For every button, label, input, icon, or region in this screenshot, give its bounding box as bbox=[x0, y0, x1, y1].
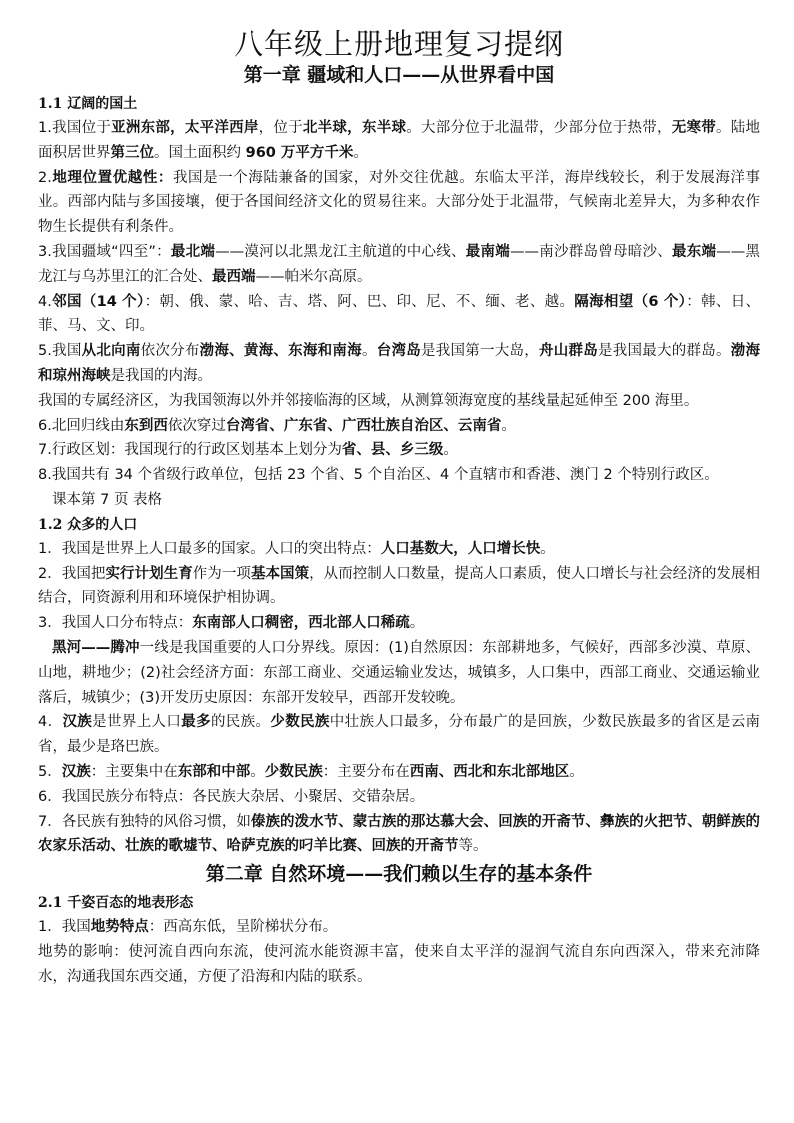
paragraph: 3．我国人口分布特点：东南部人口稠密，西北部人口稀疏。 bbox=[38, 615, 425, 632]
section-1-1-heading: 1.1 辽阔的国土 bbox=[38, 96, 138, 112]
paragraph: 我国的专属经济区，为我国领海以外并邻接临海的区域，从测算领海宽度的基线量起延伸至 200 海里。 bbox=[38, 392, 699, 409]
textbook-reference: 课本第 7 页 表格 bbox=[52, 491, 163, 508]
section-2-1-heading: 2.1 千姿百态的地表形态 bbox=[38, 895, 194, 912]
paragraph: 5.我国从北向南依次分布渤海、黄海、东海和南海。台湾岛是我国第一大岛，舟山群岛是我国最大的群岛。渤海和琼州海峡是我国的内海。 bbox=[38, 343, 761, 384]
paragraph: 4.邻国（14 个）：朝、俄、蒙、哈、吉、塔、阿、巴、印、尼、不、缅、老、越。隔海相望（6 个）：韩、日、菲、马、文、印。 bbox=[38, 293, 761, 335]
document-page bbox=[38, 26, 760, 990]
paragraph: 1．我国地势特点：西高东低，呈阶梯状分布。 bbox=[38, 919, 338, 936]
paragraph: 地势的影响：使河流自西向东流，使河流水能资源丰富，使来自太平洋的湿润气流自东向西深入，带来充沛降水，沟通我国东西交通，方便了沿海和内陆的联系。 bbox=[38, 943, 760, 985]
paragraph: 7.行政区划：我国现行的行政区划基本上划分为省、县、乡三级。 bbox=[38, 442, 458, 459]
section-1-2-heading: 1.2 众多的人口 bbox=[38, 516, 138, 533]
paragraph: 1.我国位于亚洲东部，太平洋西岸，位于北半球，东半球。大部分位于北温带，少部分位于热带，无寒带。陆地面积居世界第三位。国土面积约 960 万平方千米。 bbox=[38, 120, 761, 161]
paragraph: 2．我国把实行计划生育作为一项基本国策，从而控制人口数量，提高人口素质，使人口增长与社会经济的发展相结合，同资源利用和环境保护相协调。 bbox=[38, 565, 761, 607]
paragraph: 3.我国疆域“四至”：最北端——漠河以北黑龙江主航道的中心线、最南端——南沙群岛曾母暗沙、最东端——黑龙江与乌苏里江的汇合处、最西端——帕米尔高原。 bbox=[38, 243, 761, 285]
paragraph: 黑河——腾冲一线是我国重要的人口分界线。原因：(1)自然原因：东部耕地多，气候好，西部多沙漠、草原、山地，耕地少；(2)社会经济方面：东部工商业、交通运输业发达，城镇多，人口集中，西部工商业、交通运输业落后，城镇少；(3)开发历史原因：东部开发较早，西部开发较晚。 bbox=[38, 639, 760, 706]
paragraph: 5．汉族：主要集中在东部和中部。少数民族：主要分布在西南、西北和东北部地区。 bbox=[38, 763, 584, 780]
paragraph: 7．各民族有独特的风俗习惯，如傣族的泼水节、蒙古族的那达慕大会、回族的开斋节、彝族的火把节、朝鲜族的农家乐活动、壮族的歌墟节、哈萨克族的叼羊比赛、回族的开斋节等。 bbox=[38, 813, 760, 855]
paragraph: 1．我国是世界上人口最多的国家。人口的突出特点：人口基数大，人口增长快。 bbox=[38, 540, 555, 557]
paragraph: 8.我国共有 34 个省级行政单位，包括 23 个省、5 个自治区、4 个直辖市和香港、澳门 2 个特别行政区。 bbox=[38, 467, 719, 484]
paragraph: 4．汉族是世界上人口最多的民族。少数民族中壮族人口最多，分布最广的是回族，少数民族最多的省区是云南省，最少是珞巴族。 bbox=[38, 714, 761, 756]
chapter-1-title: 第一章 疆域和人口——从世界看中国 bbox=[243, 64, 555, 86]
document-title: 八年级上册地理复习提纲 bbox=[233, 27, 564, 61]
paragraph: 6.北回归线由东到西依次穿过台湾省、广东省、广西壮族自治区、云南省。 bbox=[38, 417, 516, 434]
paragraph: 6．我国民族分布特点：各民族大杂居、小聚居、交错杂居。 bbox=[38, 788, 425, 805]
chapter-2-title: 第二章 自然环境——我们赖以生存的基本条件 bbox=[205, 863, 593, 886]
paragraph: 2.地理位置优越性：我国是一个海陆兼备的国家，对外交往优越。东临太平洋，海岸线较长，利于发展海洋事业。西部内陆与多国接壤，便于各国间经济文化的贸易往来。大部分处于北温带，气候南北差异大，为多种农作物生长提供有利条件。 bbox=[38, 169, 761, 236]
